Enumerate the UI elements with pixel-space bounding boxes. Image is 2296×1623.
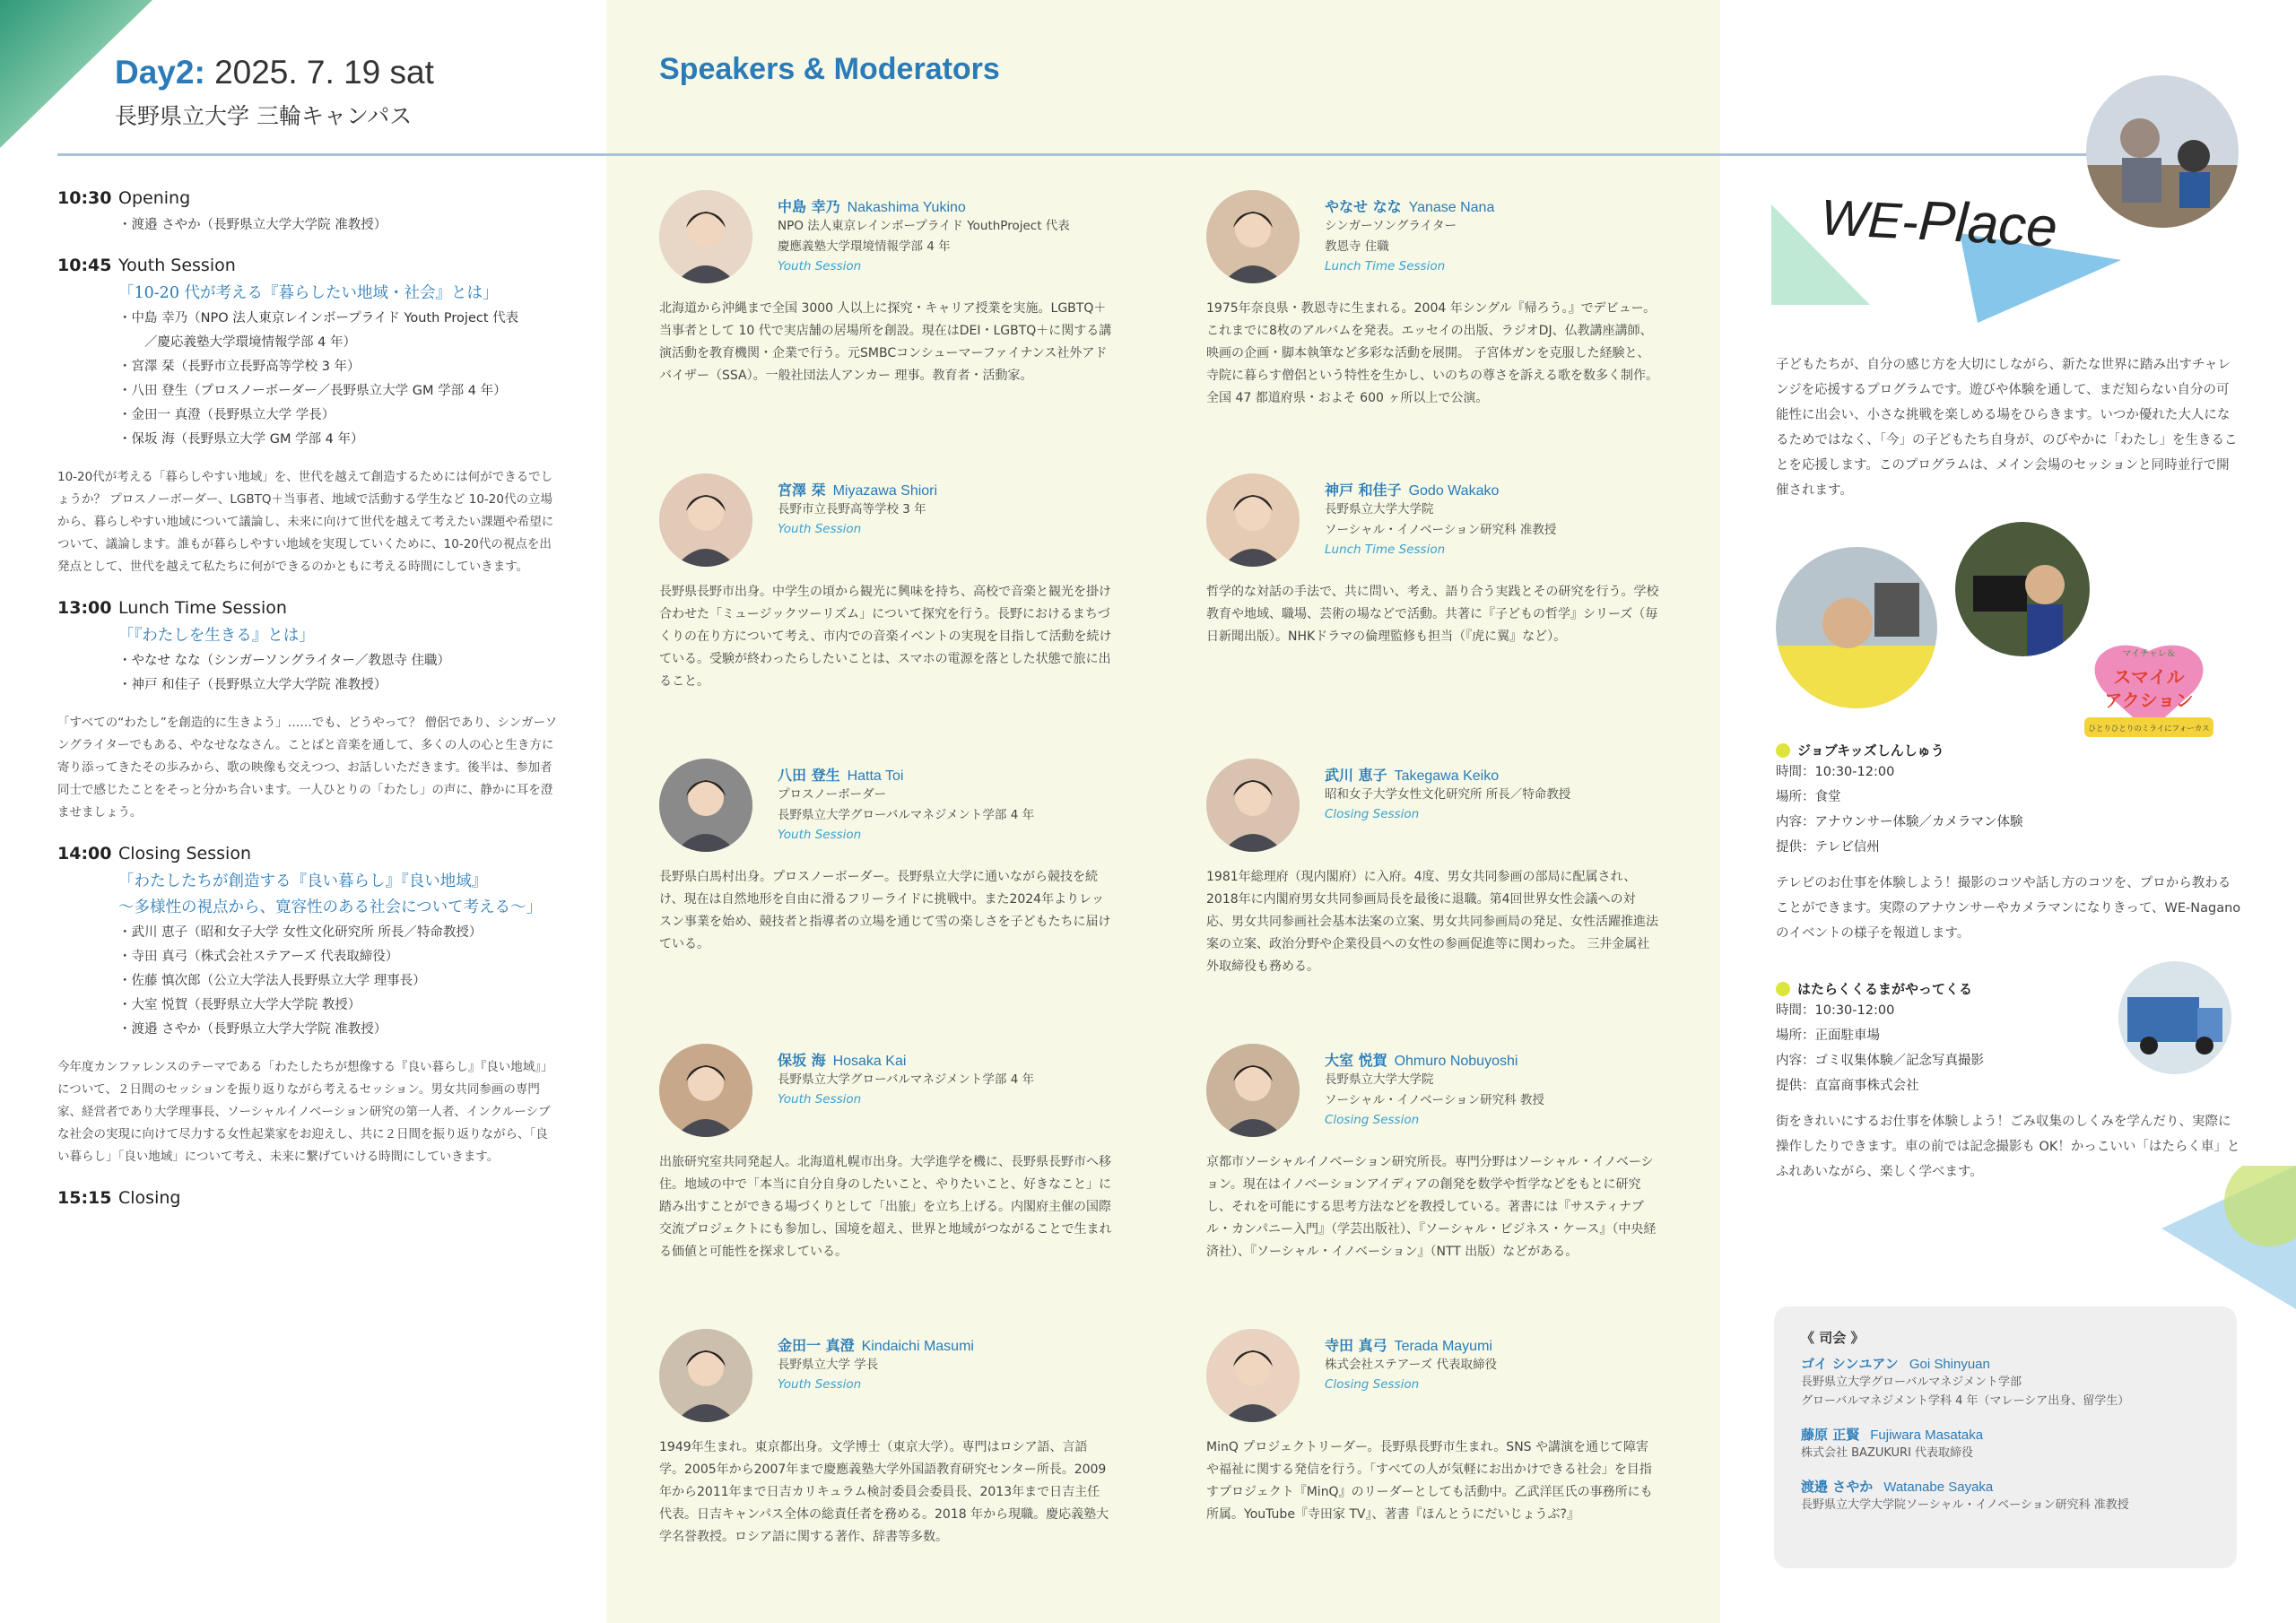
speaker-card [1206, 1044, 1659, 1263]
we-place-title-suffix: Place [1917, 189, 2059, 259]
person-portrait-icon [1206, 1329, 1300, 1422]
session-header [57, 188, 560, 208]
session-name: Lunch Time Session [118, 598, 287, 618]
activity-job-kids [1776, 741, 2242, 946]
speaker-name [778, 764, 1034, 785]
badge-main-text-1: スマイル [2113, 666, 2185, 688]
speaker-name-en: Miyazawa Shiori [832, 483, 938, 499]
participant: ・佐藤 慎次郎（公立大学法人長野県立大学 理事長） [118, 974, 426, 988]
speaker-card [659, 190, 1112, 387]
participant: ・やなせ なな（シンガーソングライター／教恩寺 住職） [118, 654, 451, 668]
speaker-name-ja: 保坂 海 [778, 1052, 826, 1069]
speaker-header [1206, 759, 1659, 852]
person-portrait-icon [659, 759, 752, 852]
mc-name-en: Goi Shinyuan [1909, 1357, 1990, 1372]
speaker-session-tag: Youth Session [778, 522, 862, 536]
speaker-name [778, 1049, 1034, 1070]
speaker-affiliation: 教恩寺 住職 [1325, 239, 1389, 254]
decorative-watercolor-right [2161, 1166, 2296, 1309]
mc-title: 《 司会 》 [1801, 1330, 1865, 1346]
participant: ・寺田 真弓（株式会社ステアーズ 代表取締役） [118, 950, 399, 964]
person-portrait-icon [659, 190, 752, 283]
participant: ・保坂 海（長野県立大学 GM 学部 4 年） [118, 432, 364, 447]
speaker-bio: 長野県長野市出身。中学生の頃から観光に興味を持ち、高校で音楽と観光を掛け合わせた「ミュージックツーリズム」について探究を行う。長野におけるまちづくりの在り方について考え、市内での音楽イベントの実現を目指して活動を続けている。受験が終わったらしたいことは、スマホの電源を落とした状態で旅に出ること。 [659, 585, 1112, 689]
participant: ・八田 登生（プロスノーボーダー／長野県立大学 GM 学部 4 年） [118, 384, 507, 398]
we-place-title [1819, 184, 2058, 260]
session-name: Closing [118, 1188, 181, 1208]
speaker-session-tag: Lunch Time Session [1325, 542, 1446, 557]
participant: ・大室 悦賀（長野県立大学大学院 教授） [118, 998, 361, 1012]
participant: ・渡邉 さやか（長野県立大学大学院 准教授） [118, 218, 387, 232]
mc-name [1801, 1354, 2210, 1373]
speaker-header [1206, 190, 1659, 283]
speaker-avatar [1206, 1044, 1300, 1137]
speaker-affiliation: 長野県立大学 学長 [778, 1358, 879, 1372]
speaker-name [778, 195, 1070, 216]
speaker-affiliation: プロスノーボーダー [778, 787, 887, 802]
person-portrait-icon [659, 1329, 752, 1422]
session-time: 10:30 [57, 188, 112, 208]
program-session [57, 1188, 560, 1208]
speaker-card [659, 1329, 1112, 1549]
mc-affiliation: 株式会社 BAZUKURI 代表取締役 [1801, 1446, 1974, 1460]
speaker-affiliation: 長野県立大学グローバルマネジメント学部 4 年 [778, 808, 1035, 822]
session-participants [118, 307, 560, 452]
speaker-session-tag: Youth Session [778, 259, 862, 273]
speaker-name [1325, 479, 1556, 499]
speaker-name-en: Yanase Nana [1408, 200, 1495, 215]
speaker-info [778, 190, 1070, 273]
person-portrait-icon [659, 1044, 752, 1137]
speaker-session-tag: Closing Session [1325, 1377, 1420, 1392]
session-name: Closing Session [118, 844, 251, 864]
speaker-info [778, 759, 1034, 842]
speaker-card [659, 1044, 1112, 1263]
activity-provider: 提供：テレビ信州 [1776, 840, 1880, 855]
speaker-header [1206, 1044, 1659, 1137]
speaker-session-tag: Lunch Time Session [1325, 259, 1446, 273]
we-place-intro: 子どもたちが、自分の感じ方を大切にしながら、新たな世界に踏み出すチャレンジを応援するプログラムです。遊びや体験を通して、まだ知らない自分の可能性に出会い、小さな挑戦を楽しめる場をひらきます。いつか優れた大人になるためではなく、「今」の子どもたち自身が、のびやかに「わたし」を生きることを応援します。このプログラムは、メイン会場のセッションと同時並行で開催されます。 [1776, 358, 2238, 498]
speaker-name-ja: 武川 恵子 [1325, 767, 1387, 784]
speaker-info [778, 1044, 1034, 1107]
speaker-affiliation: 長野県立大学大学院 [1325, 502, 1434, 516]
mc-box [1774, 1306, 2237, 1568]
program-session [57, 598, 560, 824]
activity-place: 場所：正面駐車場 [1776, 1028, 1880, 1043]
person-portrait-icon [1206, 759, 1300, 852]
speaker-info [1325, 190, 1494, 273]
session-participants [118, 649, 560, 698]
speaker-card [1206, 759, 1659, 978]
speaker-affiliation: 慶應義塾大学環境情報学部 4 年 [778, 239, 951, 254]
activity-title [1776, 979, 2242, 998]
participant: ・武川 恵子（昭和女子大学 女性文化研究所 所長／特命教授） [118, 925, 483, 940]
mc-name [1801, 1477, 2210, 1496]
bullet-dot-icon [1776, 982, 1790, 996]
person-portrait-icon [1206, 190, 1300, 283]
speaker-name-en: Takegawa Keiko [1394, 768, 1500, 784]
speaker-name [1325, 1049, 1544, 1070]
speaker-avatar [659, 1044, 752, 1137]
speaker-bio: 1981年総理府（現内閣府）に入府。4度、男女共同参画の部局に配属され、2018年に内閣府男女共同参画局長を最後に退職。第4回世界女性会議への対応、男女共同参画社会基本法案の立案、男女共同参画局の発足、女性活躍推進法案の立案、政治分野や企業役員への女性の参画促進等に関わった。 三井金属社外取締役も務める。 [1206, 870, 1658, 974]
speaker-bio: 長野県白馬村出身。プロスノーボーダー。長野県立大学に通いながら競技を続け、現在は自然地形を自由に滑るフリーライドに挑戦中。また2024年よりレッスン事業を始め、競技者と指導者の立場を通じて雪の楽しさを子どもたちに届けている。 [659, 870, 1111, 951]
speaker-name-ja: 金田一 真澄 [778, 1337, 855, 1354]
speaker-session-tag: Youth Session [778, 1092, 862, 1107]
speaker-affiliation: 長野県立大学大学院 [1325, 1072, 1434, 1087]
program-schedule [57, 188, 560, 1226]
speaker-session-tag: Closing Session [1325, 807, 1420, 821]
session-theme: 「10-20 代が考える『暮らしたい地域・社会』とは」 [118, 284, 499, 302]
speaker-avatar [1206, 473, 1300, 567]
mc-name-en: Fujiwara Masataka [1870, 1428, 1984, 1443]
speaker-header [659, 473, 1112, 567]
day-label: Day2: [115, 54, 205, 91]
session-header [57, 598, 560, 618]
person-portrait-icon [1206, 1044, 1300, 1137]
activity-content: 内容：ゴミ収集体験／記念写真撮影 [1776, 1054, 1984, 1068]
speaker-affiliation: NPO 法人東京レインボープライド YouthProject 代表 [778, 219, 1070, 233]
session-header [57, 844, 560, 864]
speaker-session-tag: Youth Session [778, 1377, 862, 1392]
speaker-name-en: Hatta Toi [847, 768, 904, 784]
speaker-info [1325, 1044, 1544, 1127]
speaker-avatar [659, 190, 752, 283]
badge-sub-text: ひとりひとりのミライにフォーカス [2088, 725, 2210, 733]
mc-affiliation: 長野県立大学グローバルマネジメント学部 [1801, 1376, 2022, 1389]
day-title [115, 54, 434, 91]
activity-time: 時間：10:30-12:00 [1776, 1003, 1895, 1018]
speaker-affiliation: 長野県立大学グローバルマネジメント学部 4 年 [778, 1072, 1035, 1087]
speaker-header [659, 1329, 1112, 1422]
speaker-bio: 出旅研究室共同発起人。北海道札幌市出身。大学進学を機に、長野県長野市へ移住。地域の中で「本当に自分自身のしたいこと、やりたいこと、好きなこと」に踏み出すことができる場づくりとして「出旅」を立ち上げる。内閣府主催の国際交流プロジェクトにも参加し、国境を超え、世界と地域がつながることで生まれる価値と可能性を探求している。 [659, 1155, 1112, 1259]
mc-name-ja: ゴイ シンユアン [1801, 1356, 1899, 1372]
activity-title-text: ジョブキッズしんしゅう [1797, 742, 1944, 759]
mc-person [1801, 1354, 2210, 1410]
mc-name [1801, 1425, 2210, 1444]
speaker-card [1206, 473, 1659, 648]
smile-action-badge [2077, 642, 2221, 742]
speaker-avatar [1206, 759, 1300, 852]
session-theme: 〜多様性の視点から、寛容性のある社会について考える〜」 [118, 898, 543, 916]
speakers-title: Speakers & Moderators [659, 52, 1000, 86]
session-header [57, 1188, 560, 1208]
speaker-name-en: Godo Wakako [1408, 483, 1500, 499]
speaker-affiliation: シンガーソングライター [1325, 219, 1457, 233]
we-place-title-prefix: WE- [1819, 188, 1920, 250]
speaker-header [659, 1044, 1112, 1137]
speaker-name-ja: 八田 登生 [778, 767, 840, 784]
session-header [57, 256, 560, 275]
speaker-avatar [1206, 1329, 1300, 1422]
session-description: 「すべての“わたし”を創造的に生きよう」……でも、どうやって？ 僧侶であり、シンガーソングライターでもある、やなせななさん。ことばと音楽を通して、多くの人の心と生き方に寄り添ってきたその歩みから、歌の映像も交えつつ、お話しいただきます。後半は、参加者同士で感じたことをそっと分かち合います。一人ひとりの「わたし」の声に、静かに耳を澄ませましょう。 [57, 716, 558, 820]
speaker-info [1325, 759, 1570, 821]
speaker-bio: 哲学的な対話の手法で、共に問い、考え、語り合う実践とその研究を行う。学校教育や地域、職場、芸術の場などで活動。共著に『子どもの哲学』シリーズ（毎日新聞出版）。NHKドラマの倫理監修も担当（『虎に翼』など）。 [1206, 585, 1659, 644]
speaker-avatar [659, 759, 752, 852]
activity-title [1776, 741, 2242, 759]
speaker-affiliation: ソーシャル・イノベーション研究科 准教授 [1325, 523, 1557, 537]
participant: ／慶応義塾大学環境情報学部 4 年） [118, 335, 356, 350]
badge-main-text-2: アクション [2104, 690, 2194, 711]
speaker-name-ja: 寺田 真弓 [1325, 1337, 1387, 1354]
participant: ・渡邉 さやか（長野県立大学大学院 准教授） [118, 1022, 387, 1037]
venue: 長野県立大学 三輪キャンパス [115, 103, 413, 129]
speaker-header [659, 759, 1112, 852]
speaker-name-ja: 中島 幸乃 [778, 198, 840, 215]
activity-description: 街をきれいにするお仕事を体験しよう！ごみ収集のしくみを学んだり、実際に操作したりできます。車の前では記念撮影も OK！かっこいい「はたらく車」とふれあいながら、楽しく学べます。 [1776, 1115, 2240, 1179]
mc-name-ja: 藤原 正賢 [1801, 1427, 1860, 1443]
speaker-name-ja: 宮澤 栞 [778, 482, 826, 499]
session-description: 今年度カンファレンスのテーマである「わたしたちが想像する『良い暮らし』『良い地域』」について、２日間のセッションを振り返りながら考えるセッション。男女共同参画の専門家、経営者であり大学理事長、ソーシャルイノベーション研究の第一人者、インクルーシブな社会の実現に向けて尽力する女性起業家をお迎えし、共に２日間を振り返りながら、「良い暮らし」「良い地域」について考え、未来に繋げていける時間にしていきます。 [57, 1060, 553, 1164]
activity-provider: 提供：直富商事株式会社 [1776, 1079, 1919, 1093]
speaker-name [778, 479, 937, 499]
mc-name-en: Watanabe Sayaka [1883, 1480, 1994, 1495]
program-session [57, 256, 560, 578]
speaker-bio: MinQ プロジェクトリーダー。長野県長野市生まれ。SNS や講演を通じて障害や福祉に関する発信を行う。「すべての人が気軽にお出かけできる社会」を目指すプロジェクト『MinQ』のリーダーとしても活動中。乙武洋匡氏の事務所にも所属。YouTube『寺田家 TV』、著書『ほんとうにだいじょうぶ?』 [1206, 1440, 1653, 1522]
speaker-bio: 北海道から沖縄まで全国 3000 人以上に探究・キャリア授業を実施。LGBTQ＋当事者として 10 代で実店舗の居場所を創設。現在はDEI・LGBTQ＋に関する講演活動を教育機関・企業で行う。元SMBCコンシューマーファイナンス社外アドバイザー（SSA）。一般社団法人アンカー 理事。教育者・活動家。 [659, 301, 1112, 383]
bullet-dot-icon [1776, 743, 1790, 758]
speaker-affiliation: 長野市立長野高等学校 3 年 [778, 502, 926, 516]
speaker-avatar [659, 473, 752, 567]
activity-content: 内容：アナウンサー体験／カメラマン体験 [1776, 815, 2023, 829]
speaker-name-ja: やなせ なな [1325, 198, 1402, 215]
speaker-affiliation: 株式会社ステアーズ 代表取締役 [1325, 1358, 1497, 1372]
speaker-name-en: Kindaichi Masumi [861, 1339, 974, 1354]
session-time: 13:00 [57, 598, 112, 618]
speaker-name [1325, 764, 1570, 785]
speaker-bio: 1949年生まれ。東京都出身。文学博士（東京大学）。専門はロシア語、言語学。2005年から2007年まで慶應義塾大学外国語教育研究センター所長。2009年から2011年まで日吉カリキュラム検討委員会委員長、2013年まで日吉主任代表。日吉キャンパス全体の総責任者を務める。2018 年から現職。慶応義塾大学名誉教授。ロシア語に関する著作、辞書等多数。 [659, 1440, 1109, 1544]
activity-working-vehicles [1776, 979, 2242, 1185]
activity-description: テレビのお仕事を体験しよう！撮影のコツや話し方のコツを、プロから教わることができます。実際のアナウンサーやカメラマンになりきって、WE-Nagano のイベントの様子を報道します。 [1776, 876, 2241, 941]
speaker-header [1206, 1329, 1659, 1422]
speaker-header [1206, 473, 1659, 567]
speaker-affiliation: 昭和女子大学女性文化研究所 所長／特命教授 [1325, 787, 1571, 802]
speaker-info [1325, 1329, 1497, 1392]
speaker-session-tag: Closing Session [1325, 1113, 1420, 1127]
photo-children-workshop [2086, 75, 2239, 228]
speaker-info [1325, 473, 1556, 557]
session-participants [118, 921, 560, 1042]
program-session [57, 844, 560, 1168]
program-session [57, 188, 560, 238]
session-name: Youth Session [118, 256, 236, 275]
photo-announcer-experience [1776, 547, 1937, 708]
speaker-info [778, 473, 937, 536]
event-date: 2025. 7. 19 sat [214, 54, 434, 91]
activity-title-text: はたらくくるまがやってくる [1797, 981, 1973, 997]
session-theme: 「『わたしを生きる』とは」 [118, 627, 315, 645]
mc-person [1801, 1477, 2210, 1515]
participant: ・神戸 和佳子（長野県立大学大学院 准教授） [118, 678, 387, 692]
speaker-info [778, 1329, 974, 1392]
mc-name-ja: 渡邉 さやか [1801, 1479, 1874, 1495]
speaker-header [659, 190, 1112, 283]
speaker-card [1206, 1329, 1659, 1526]
speaker-name-en: Hosaka Kai [832, 1054, 907, 1069]
participant: ・宮澤 栞（長野市立長野高等学校 3 年） [118, 360, 361, 374]
speaker-card [659, 473, 1112, 693]
speaker-name-en: Nakashima Yukino [847, 200, 966, 215]
session-time: 14:00 [57, 844, 112, 864]
participant: ・中島 幸乃（NPO 法人東京レインボープライド Youth Project 代表 [118, 311, 519, 325]
speaker-name-ja: 大室 悦賀 [1325, 1052, 1387, 1069]
session-participants [118, 213, 560, 238]
speaker-name [1325, 1334, 1497, 1355]
speaker-card [659, 759, 1112, 956]
speaker-card [1206, 190, 1659, 410]
speaker-name-ja: 神戸 和佳子 [1325, 482, 1402, 499]
badge-top-text: マイチャレ＆ [2122, 649, 2176, 659]
session-description: 10-20代が考える「暮らしやすい地域」を、世代を越えて創造するためには何ができるでしょうか？ プロスノーボーダー、LGBTQ＋当事者、地域で活動する学生など 10-20代の立場から、暮らしやすい地域について議論し、未来に向けて世代を越えて考えたい課題や希望について、議論します。誰もが暮らしやすい地域を実現していくために、10-20代の視点を出発点として、世代を越えて私たちに何ができるのかともに考える時間にしていきます。 [57, 470, 554, 574]
speaker-bio: 京都市ソーシャルイノベーション研究所長。専門分野はソーシャル・イノベーション。現在はイノベーションアイディアの創発を数学や哲学などをもとに研究し、それを可能にする思考方法などを教授している。著書には『サスティナブル・カンパニー入門』（学芸出版社）、『ソーシャル・ビジネス・ケース』（中央経済社）、『ソーシャル・イノベーション』（NTT 出版）などがある。 [1206, 1155, 1657, 1259]
session-time: 10:45 [57, 256, 112, 275]
speaker-avatar [1206, 190, 1300, 283]
speaker-name [1325, 195, 1494, 216]
speaker-name [778, 1334, 974, 1355]
person-portrait-icon [659, 473, 752, 567]
mc-affiliation: 長野県立大学大学院ソーシャル・イノベーション研究科 准教授 [1801, 1498, 2129, 1512]
person-portrait-icon [1206, 473, 1300, 567]
speaker-name-en: Ohmuro Nobuyoshi [1394, 1054, 1518, 1069]
mc-person [1801, 1425, 2210, 1462]
activity-time: 時間：10:30-12:00 [1776, 765, 1895, 779]
speaker-affiliation: ソーシャル・イノベーション研究科 教授 [1325, 1093, 1544, 1107]
activity-place: 場所：食堂 [1776, 790, 1841, 804]
photo-camera-experience [1955, 522, 2090, 656]
speaker-avatar [659, 1329, 752, 1422]
speaker-bio: 1975年奈良県・教恩寺に生まれる。2004 年シングル『帰ろう。』でデビュー。これまでに8枚のアルバムを発表。エッセイの出版、ラジオDJ、仏教講座講師、映画の企画・脚本執筆など多彩な活動を展開。 子宮体ガンを克服した経験と、寺院に暮らす僧侶という特性を生かし、いのちの尊さを訴える歌を数多く制作。全国 47 都道府県・およそ 600 ヶ所以上で公演。 [1206, 301, 1658, 405]
session-name: Opening [118, 188, 191, 208]
header-rule [57, 153, 2138, 156]
speaker-session-tag: Youth Session [778, 828, 862, 842]
session-time: 15:15 [57, 1188, 112, 1208]
session-theme: 「わたしたちが創造する『良い暮らし』『良い地域』 [118, 872, 488, 890]
speaker-name-en: Terada Mayumi [1394, 1339, 1492, 1354]
mc-affiliation: グローバルマネジメント学科 4 年（マレーシア出身、留学生） [1801, 1394, 2130, 1408]
participant: ・金田一 真澄（長野県立大学 学長） [118, 408, 335, 422]
